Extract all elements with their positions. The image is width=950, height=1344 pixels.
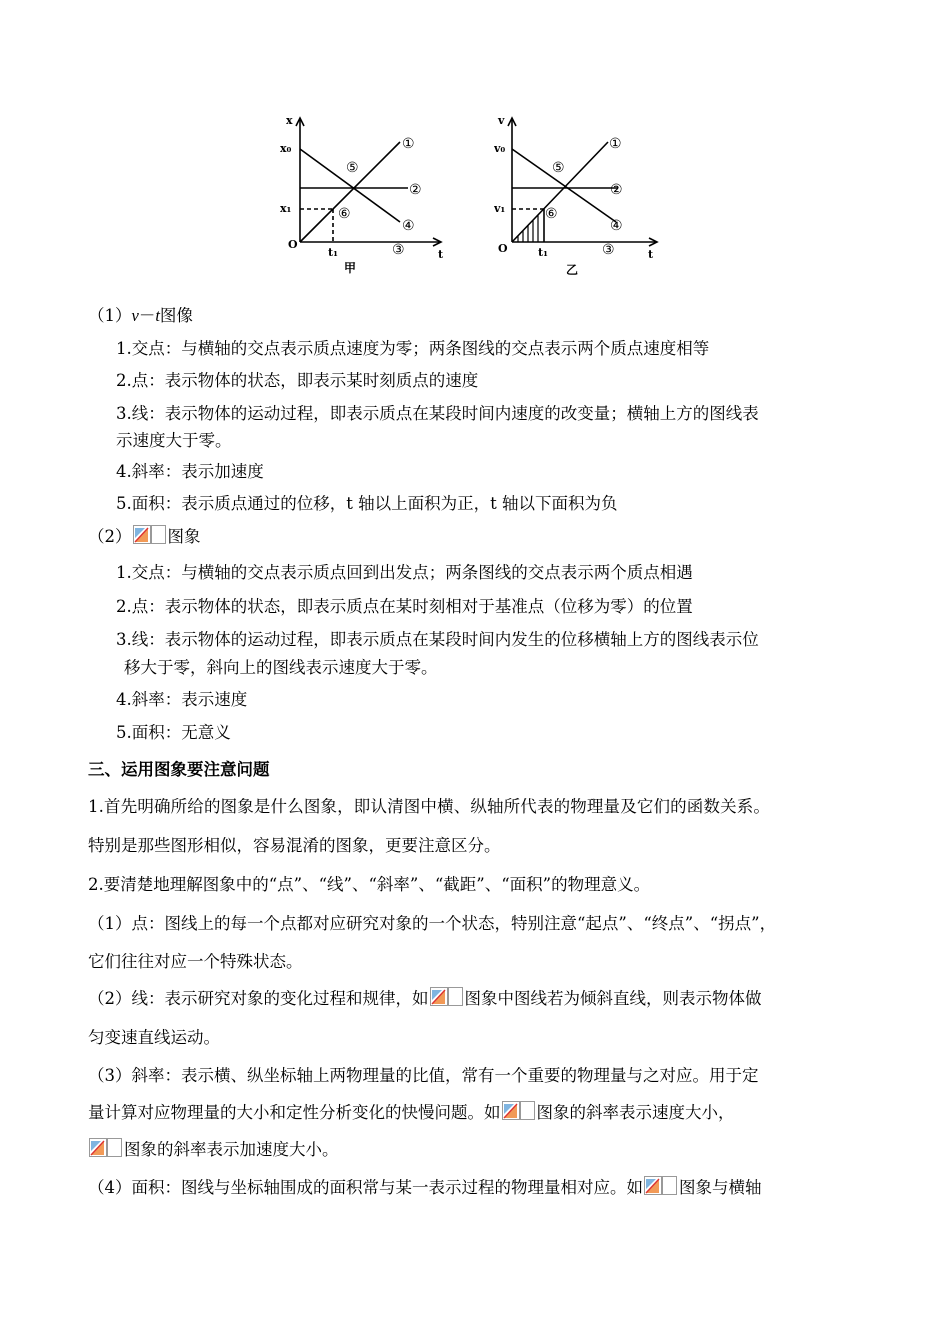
caption-jia: 甲 [344, 261, 357, 275]
x-t-graph-figure [278, 112, 448, 282]
label-2: ② [610, 182, 623, 198]
label-5: ⑤ [346, 160, 359, 176]
y-lower-label: v₁ [494, 202, 506, 215]
t-axis-label: t [438, 248, 444, 261]
t-axis-label: t [648, 248, 654, 261]
label-4: ④ [610, 218, 623, 234]
caption-yi: 乙 [566, 263, 579, 277]
y-upper-label: x₀ [280, 142, 292, 155]
vt-item: 示速度大于零。 [116, 431, 232, 450]
paragraph: 它们往往对应一个特殊状态。 [88, 952, 303, 971]
vt-item: 3.线：表示物体的运动过程，即表示质点在某段时间内速度的改变量；横轴上方的图线表 [116, 404, 759, 423]
vt-item: 5.面积：表示质点通过的位移，t 轴以上面积为正，t 轴以下面积为负 [116, 494, 618, 513]
label-2: ② [409, 182, 422, 198]
xt-item: 1.交点：与横轴的交点表示质点回到出发点；两条图线的交点表示两个质点相遇 [116, 563, 693, 582]
vt-item: 4.斜率：表示加速度 [116, 462, 264, 481]
t1-label: t₁ [328, 246, 338, 259]
xt-item: 5.面积：无意义 [116, 723, 231, 742]
paragraph: 匀变速直线运动。 [88, 1028, 220, 1047]
label-1: ① [609, 136, 622, 152]
label-3: ③ [392, 242, 405, 258]
paragraph: （4）面积：图线与坐标轴围成的面积常与某一表示过程的物理量相对应。如 图象与横轴 [88, 1178, 762, 1197]
origin-label: O [288, 238, 298, 251]
xt-item: 3.线：表示物体的运动过程，即表示质点在某段时间内发生的位移横轴上方的图线表示位 [116, 630, 759, 649]
y-upper-label: v₀ [494, 142, 506, 155]
broken-image-icon [133, 525, 167, 545]
vt-heading: （1）v－t图像 [88, 306, 193, 325]
paragraph: （3）斜率：表示横、纵坐标轴上两物理量的比值，常有一个重要的物理量与之对应。用于定 [88, 1066, 759, 1085]
xt-heading: （2） 图象 [88, 527, 201, 546]
paragraph: （2）线：表示研究对象的变化过程和规律，如 图象中图线若为倾斜直线，则表示物体做 [88, 989, 762, 1008]
label-1: ① [402, 136, 415, 152]
xt-item: 4.斜率：表示速度 [116, 690, 248, 709]
xt-item: 2.点：表示物体的状态，即表示质点在某时刻相对于基准点（位移为零）的位置 [116, 597, 693, 616]
section-title: 三、运用图象要注意问题 [88, 760, 270, 779]
paragraph: （1）点：图线上的每一个点都对应研究对象的一个状态，特别注意“起点”、“终点”、“拐点”， [88, 914, 777, 933]
label-6: ⑥ [338, 206, 351, 222]
broken-image-icon [502, 1101, 536, 1121]
t1-label: t₁ [538, 246, 548, 259]
origin-label: O [498, 242, 508, 255]
paragraph: 图象的斜率表示加速度大小。 [88, 1138, 339, 1162]
line-1 [300, 142, 400, 242]
y-axis-label: x [286, 114, 293, 127]
v-t-graph-figure [494, 112, 664, 282]
paragraph: 特别是那些图形相似，容易混淆的图象，更要注意区分。 [88, 836, 501, 855]
vt-item: 1.交点：与横轴的交点表示质点速度为零；两条图线的交点表示两个质点速度相等 [116, 339, 710, 358]
broken-image-icon [644, 1176, 678, 1196]
label-6: ⑥ [545, 206, 558, 222]
broken-image-icon [89, 1138, 123, 1158]
line-1 [512, 142, 608, 242]
y-axis-label: v [498, 114, 505, 127]
vt-item: 2.点：表示物体的状态，即表示某时刻质点的速度 [116, 371, 479, 390]
label-3: ③ [602, 242, 615, 258]
paragraph: 量计算对应物理量的大小和定性分析变化的快慢问题。如 图象的斜率表示速度大小， [88, 1103, 735, 1122]
xt-item: 移大于零，斜向上的图线表示速度大于零。 [124, 658, 438, 677]
label-4: ④ [402, 218, 415, 234]
paragraph: 2.要清楚地理解图象中的“点”、“线”、“斜率”、“截距”、“面积”的物理意义。 [88, 875, 651, 894]
label-5: ⑤ [552, 160, 565, 176]
y-lower-label: x₁ [280, 202, 292, 215]
paragraph: 1.首先明确所给的图象是什么图象，即认清图中横、纵轴所代表的物理量及它们的函数关系。 [88, 797, 771, 816]
broken-image-icon [430, 987, 464, 1007]
